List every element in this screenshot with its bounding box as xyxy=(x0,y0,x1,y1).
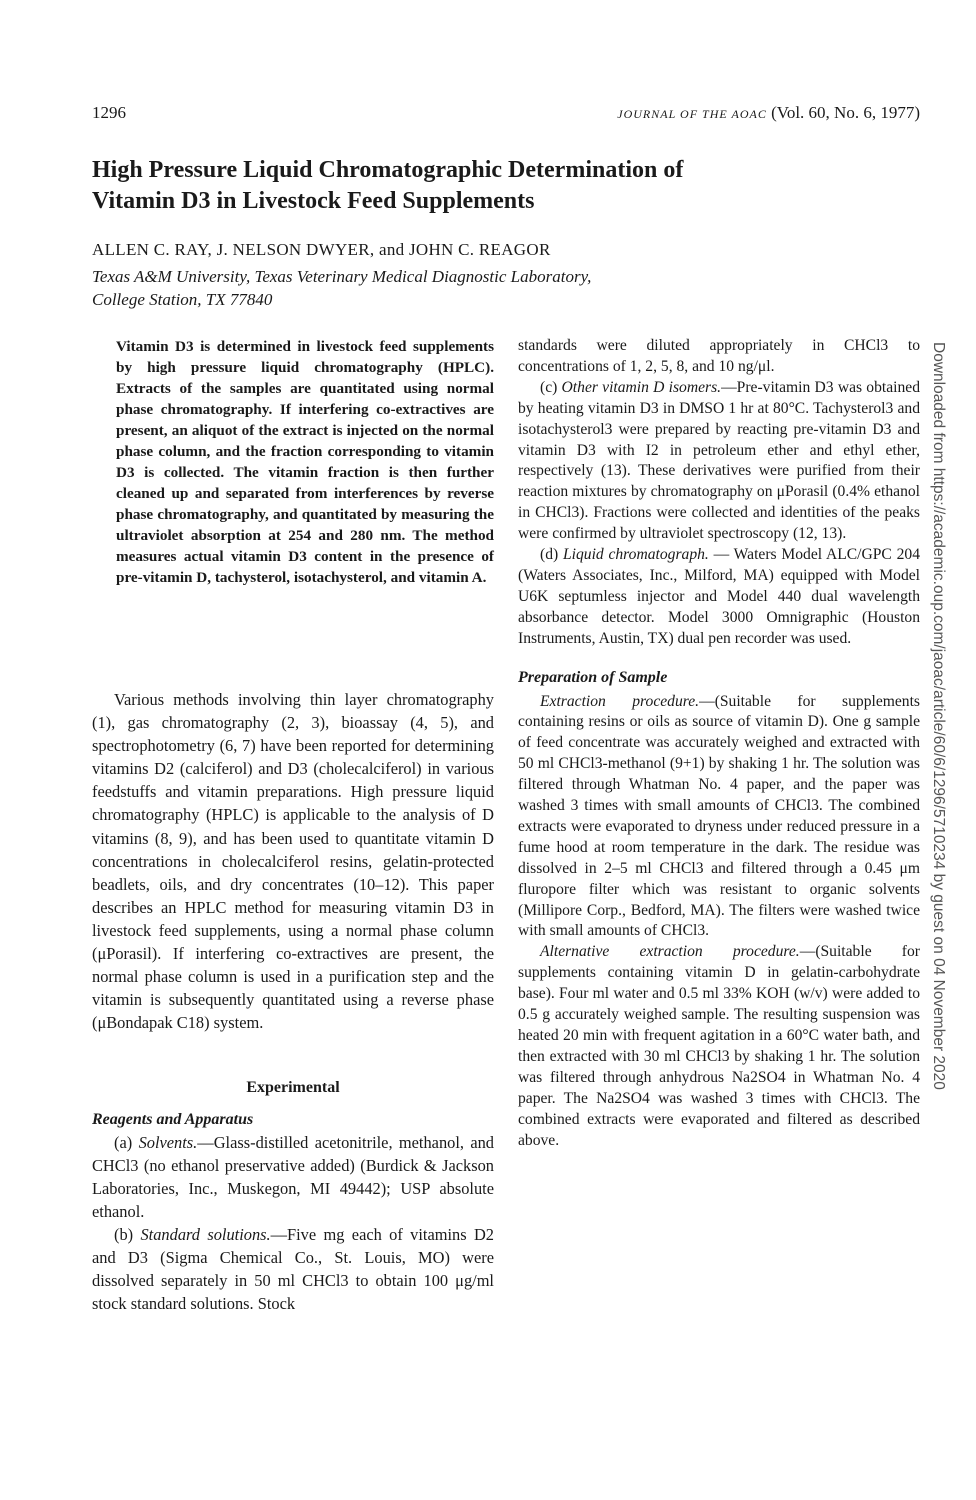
affiliation-line-2: College Station, TX 77840 xyxy=(92,290,273,309)
item-a-paragraph xyxy=(92,1131,494,1223)
alternative-text: —(Suitable for supplements containing vitamin D in gelatin-carbohydrate base). Four ml water and 0.5 ml 33% KOH (w/v) were added to 0.5 g accurately weighed sample. The resulting suspension was heated 20 min with frequent agitation in a 60°C water bath, and then extracted with 30 ml CHCl3 by shaking 1 hr. The solution was filtered through anhydrous Na2SO4 in Whatman No. 4 paper. The Na2SO4 was washed 3 times with CHCl3. The combined extracts were evaporated and filtered as described above. xyxy=(518,943,920,1149)
item-c-paragraph xyxy=(518,378,920,545)
item-b-paragraph xyxy=(92,1223,494,1315)
item-d-title: Liquid chromatograph. xyxy=(562,546,709,564)
item-b-label: (b) xyxy=(114,1224,134,1244)
left-column xyxy=(92,688,494,1315)
affiliation xyxy=(92,265,892,311)
item-c-label: (c) xyxy=(540,378,558,396)
item-a-title: Solvents. xyxy=(138,1132,198,1152)
author-list: ALLEN C. RAY, J. NELSON DWYER, and JOHN C. REAGOR xyxy=(92,240,551,259)
right-column xyxy=(518,336,920,1151)
item-d-label: (d) xyxy=(540,546,559,564)
preparation-heading: Preparation of Sample xyxy=(518,668,668,686)
item-b-continued: standards were diluted appropriately in CHCl3 to concentrations of 1, 2, 5, 8, and 10 ng/μl. xyxy=(518,337,920,375)
extraction-paragraph xyxy=(518,692,920,943)
title-line-1: High Pressure Liquid Chromatographic Determination of xyxy=(92,157,684,183)
page-header xyxy=(92,103,920,133)
item-d-paragraph xyxy=(518,545,920,650)
item-c-text: —Pre-vitamin D3 was obtained by heating vitamin D3 in DMSO 1 hr at 80°C. Tachysterol3 and isotachysterol3 were prepared by reacting pre-vitamin D3 and vitamin D3 with I2 in petroleum ether and ethyl ether, respectively (13). These derivatives were purified from their reaction mixtures by chromatography on μPorasil (0.4% ethanol in CHCl3). Fractions were collected and identities of the peaks were confirmed by ultraviolet spectroscopy (12, 13). xyxy=(518,378,920,543)
intro-paragraph: Various methods involving thin layer chromatography (1), gas chromatography (2, 3), bioassay (4, 5), and spectrophotometry (6, 7) have been reported for determining vitamins D2 (calciferol) and D3 (cholecalciferol) in various feedstuffs and vitamin preparations. High pressure liquid chromatography (HPLC) is applicable to the analysis of D vitamins (8, 9), and has been used to quantitate vitamin D concentrations in cholecalciferol resins, gelatin-protected beadlets, oils, and dry concentrates (10–12). This paper describes an HPLC method for measuring vitamin D3 in livestock feed supplements, using a normal phase column (μPorasil). If interfering co-extractives are present, the normal phase column is used in a purification step and the vitamin is subsequently quantitated using a reverse phase (μBondapak C18) system. xyxy=(92,690,494,1033)
download-watermark xyxy=(929,342,951,1162)
alternative-paragraph xyxy=(518,942,920,1151)
abstract: Vitamin D3 is determined in livestock feed supplements by high pressure liquid chromatography (HPLC). Extracts of the samples are quantitated using normal phase chromatography. If interfering co-extractives are present, an aliquot of the extract is injected on the normal phase column, and the fraction corresponding to vitamin D3 is collected. The vitamin fraction is then further cleaned up and separated from interferences by reverse phase chromatography, and quantitated by measuring the ultraviolet absorption at 254 and 280 nm. The method measures actual vitamin D3 content in the presence of pre-vitamin D, tachysterol, isotachysterol, and vitamin A. xyxy=(116,338,494,586)
journal-citation xyxy=(617,103,920,123)
page-number: 1296 xyxy=(92,103,126,122)
watermark-text: Downloaded from https://academic.oup.com/jaoac/article/60/6/1296/5710234 by guest on 04 November 2020 xyxy=(930,342,947,1090)
article-title xyxy=(92,155,892,217)
item-b-title: Standard solutions. xyxy=(140,1224,271,1244)
item-b-text: —Five mg each of vitamins D2 and D3 (Sigma Chemical Co., St. Louis, MO) were dissolved separately in 50 ml CHCl3 to obtain 100 μg/ml stock standard solutions. Stock xyxy=(92,1224,494,1314)
item-c-title: Other vitamin D isomers. xyxy=(561,378,722,396)
alternative-title: Alternative extraction procedure. xyxy=(540,943,800,961)
title-line-2: Vitamin D3 in Livestock Feed Supplements xyxy=(92,188,535,214)
reagents-heading: Reagents and Apparatus xyxy=(92,1110,254,1128)
extraction-title: Extraction procedure. xyxy=(540,692,700,710)
item-a-text: —Glass-distilled acetonitrile, methanol, and CHCl3 (no ethanol preservative added) (Burdick & Jackson Laboratories, Inc., Muskegon, MI 49442); USP absolute ethanol. xyxy=(92,1132,494,1221)
journal-name: JOURNAL OF THE AOAC xyxy=(617,107,767,121)
affiliation-line-1: Texas A&M University, Texas Veterinary Medical Diagnostic Laboratory, xyxy=(92,267,592,286)
item-a-label: (a) xyxy=(114,1132,133,1152)
extraction-text: —(Suitable for supplements containing resins or oils as source of vitamin D). One g sample of feed concentrate was accurately weighed and extracted with 50 ml CHCl3-methanol (9+1) by shaking 1 hr. The solution was filtered through Whatman No. 4 paper, and the paper was washed 3 times with small amounts of CHCl3. The combined extracts were evaporated to dryness under reduced pressure in a fume hood at room temperature in the dark. The residue was dissolved in 2–5 ml CHCl3 and filtered through a 0.45 μm fluropore filter which was resistant to organic solvents (Millipore Corp., Bedford, MA). The filters were washed twice with small amounts of CHCl3. xyxy=(518,692,920,940)
item-d-text: — Waters Model ALC/GPC 204 (Waters Associates, Inc., Milford, MA) equipped with Model U6K septumless injector and Model 440 dual wavelength absorbance detector. Model 3000 Omnigraphic (Houston Instruments, Austin, TX) dual pen recorder was used. xyxy=(518,546,920,647)
volume-info: (Vol. 60, No. 6, 1977) xyxy=(771,103,920,122)
experimental-heading: Experimental xyxy=(246,1079,340,1097)
